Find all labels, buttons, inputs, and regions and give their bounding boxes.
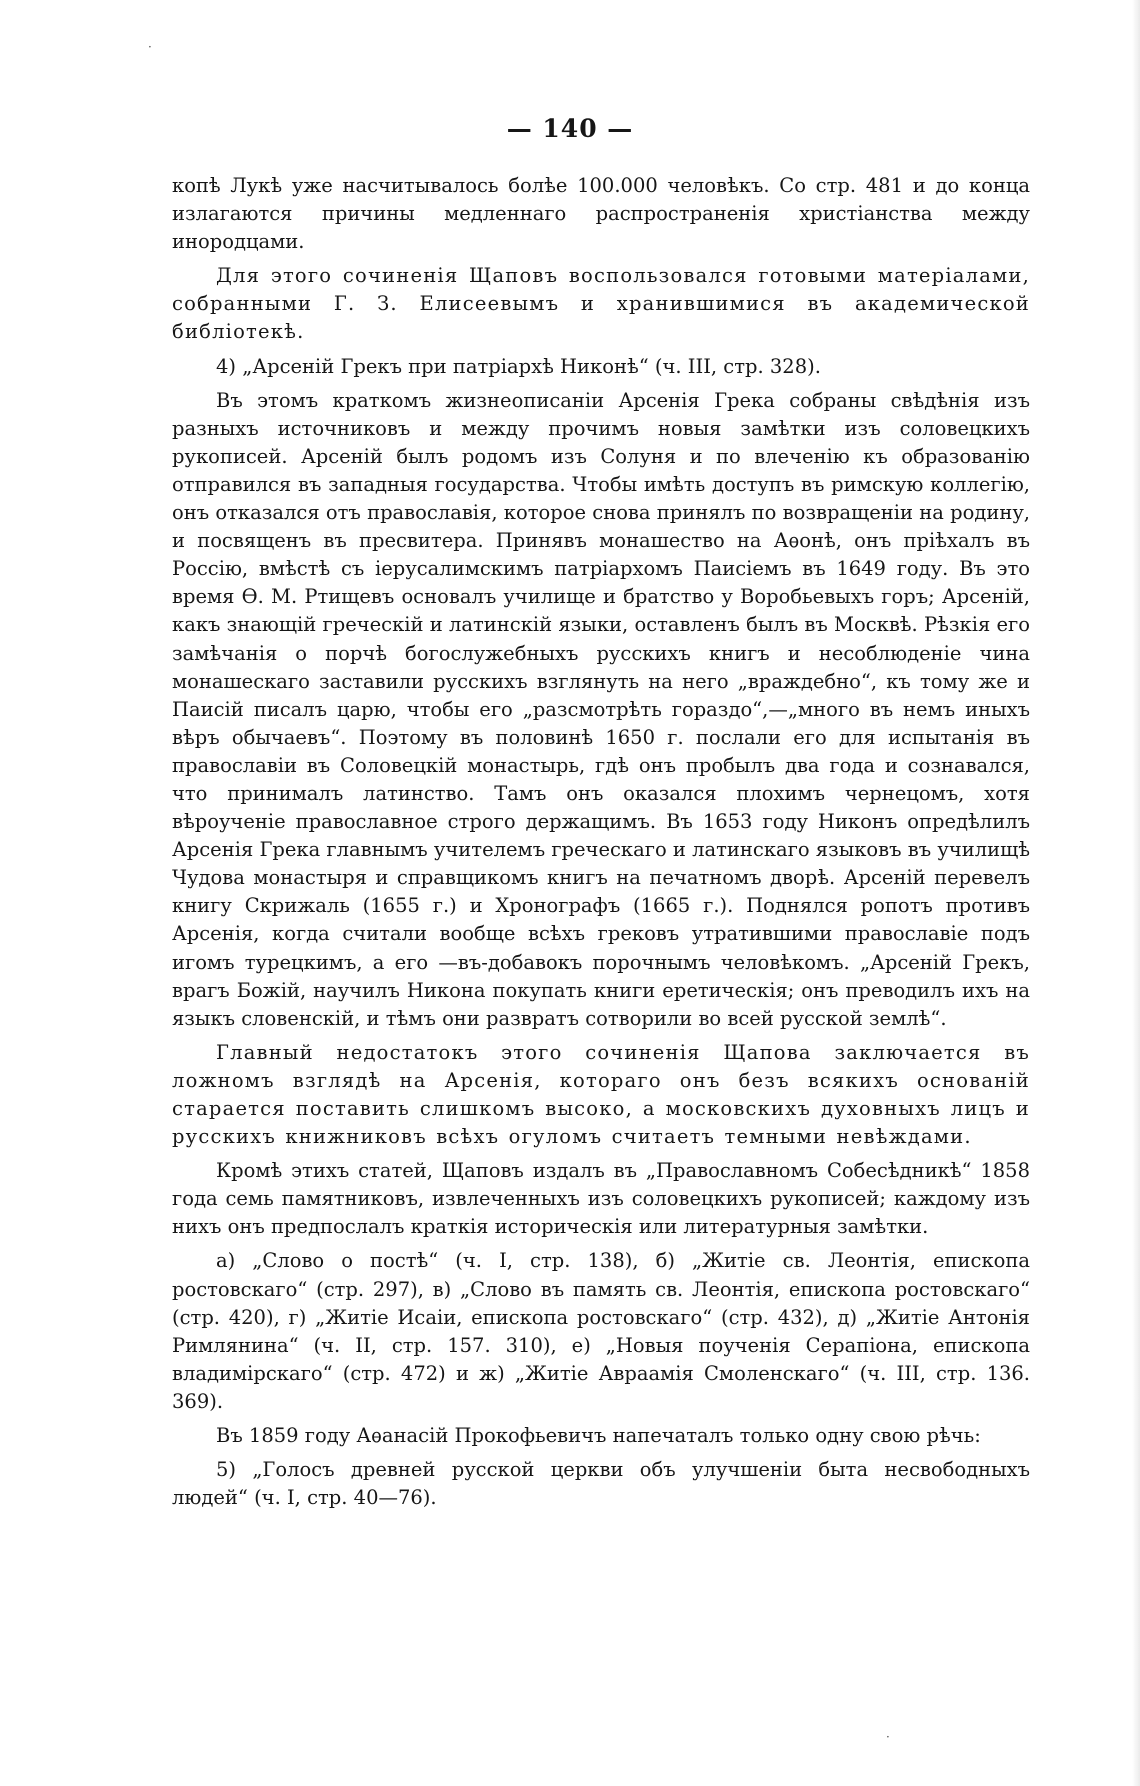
paragraph-monuments-list: а) „Слово о постѣ“ (ч. I, стр. 138), б) „Житіе св. Леонтія, епископа ростовскаго“ (стр. 297), в) „Слово въ память св. Леонтія, епископа ростовскаго“ (стр. 420), г) „Житіе Исаіи, епископа ростовскаго“ (стр. 432), д) „Житіе Антонія Римлянина“ (ч. II, стр. 157. 310), е) „Новыя поученія Серапіона, епископа владимірскаго“ (стр. 472) и ж) „Житіе Авраамія Смоленскаго“ (ч. III, стр. 136. 369).	[172, 1249, 1030, 1413]
page-number: — 140 —	[506, 114, 634, 143]
paragraph-arseniy-biography: Въ этомъ краткомъ жизнеописаніи Арсенія Грека собраны свѣдѣнія изъ разныхъ источниковъ и между прочимъ новыя замѣтки изъ соловецкихъ рукописей. Арсеній былъ родомъ изъ Солуня и по влеченію къ образованію отправился въ западныя государства. Чтобы имѣть доступъ въ римскую коллегію, онъ отказался отъ православія, которое снова принялъ по возвращеніи на родину, и посвященъ въ пресвитера. Принявъ монашество на Аѳонѣ, онъ пріѣхалъ въ Россію, вмѣстѣ съ іерусалимскимъ патріархомъ Паисіемъ въ 1649 году. Въ это время Ѳ. М. Ртищевъ основалъ училище и братство у Воробьевыхъ горъ; Арсеній, какъ знающій греческій и латинскій языки, оставленъ былъ въ Москвѣ. Рѣзкія его замѣчанія о порчѣ богослужебныхъ русскихъ книгъ и несоблюденіе чина монашескаго заставили русскихъ взглянуть на него „враждебно“, къ тому же и Паисій писалъ царю, чтобы его „разсмотрѣть гораздо“,—„много въ немъ иныхъ вѣръ обычаевъ“. Поэтому въ половинѣ 1650 г. послали его для испытанія въ православіи въ Соловецкій монастырь, гдѣ онъ пробылъ два года и сознавался, что принималъ латинство. Тамъ онъ оказался плохимъ чернецомъ, хотя вѣроученіе православное строго держащимъ. Въ 1653 году Никонъ опредѣлилъ Арсенія Грека главнымъ учителемъ греческаго и латинскаго языковъ въ училищѣ Чудова монастыря и справщикомъ книгъ на печатномъ дворѣ. Арсеній перевелъ книгу Скрижаль (1655 г.) и Хронографъ (1665 г.). Поднялся ропотъ противъ Арсенія, когда считали вообще всѣхъ грековъ утратившими православіе подъ игомъ турецкимъ, а его —въ-добавокъ порочнымъ человѣкомъ. „Арсеній Грекъ, врагъ Божій, научилъ Никона покупать книги еретическія; онъ преводилъ ихъ на языкъ словенскій, и тѣмъ они развратъ сотворили во всей русской землѣ“.	[172, 388, 1030, 1030]
document-body	[172, 172, 1030, 1518]
paragraph-continuation: копѣ Лукѣ уже насчитывалось болѣе 100.000 человѣкъ. Со стр. 481 и до конца излагаются причины медленнаго распространенія христіанства между инородцами.	[172, 174, 1030, 254]
paragraph-speech-title: 5) „Голосъ древней русской церкви объ улучшеніи быта несвободныхъ людей“ (ч. I, стр. 40—76).	[172, 1458, 1030, 1510]
paragraph-1859-speech: Въ 1859 году Аѳанасій Прокофьевичъ напечаталъ только одну свою рѣчь:	[216, 1424, 981, 1448]
paragraph-article-title: 4) „Арсеній Грекъ при патріархѣ Никонѣ“ (ч. III, стр. 328).	[216, 354, 821, 378]
paragraph-other-articles: Кромѣ этихъ статей, Щаповъ издалъ въ „Православномъ Собесѣдникѣ“ 1858 года семь памятниковъ, извлеченныхъ изъ соловецкихъ рукописей; каждому изъ нихъ онъ предпослалъ краткія историческія или литературныя замѣтки.	[172, 1159, 1030, 1239]
page-edge-shadow	[1132, 0, 1140, 1786]
scan-speck: ·	[886, 1730, 890, 1744]
paragraph-critique: Главный недостатокъ этого сочиненія Щапова заключается въ ложномъ взглядѣ на Арсенія, котораго онъ безъ всякихъ основаній старается поставить слишкомъ высоко, а московскихъ духовныхъ лицъ и русскихъ книжниковъ всѣхъ огуломъ считаетъ темными невѣждами.	[172, 1040, 1030, 1149]
scan-speck: ·	[148, 40, 152, 54]
paragraph-source-note: Для этого сочиненія Щаповъ воспользовался готовыми матеріалами, собранными Г. З. Елисеевымъ и хранившимися въ академической библіотекѣ.	[172, 264, 1030, 344]
